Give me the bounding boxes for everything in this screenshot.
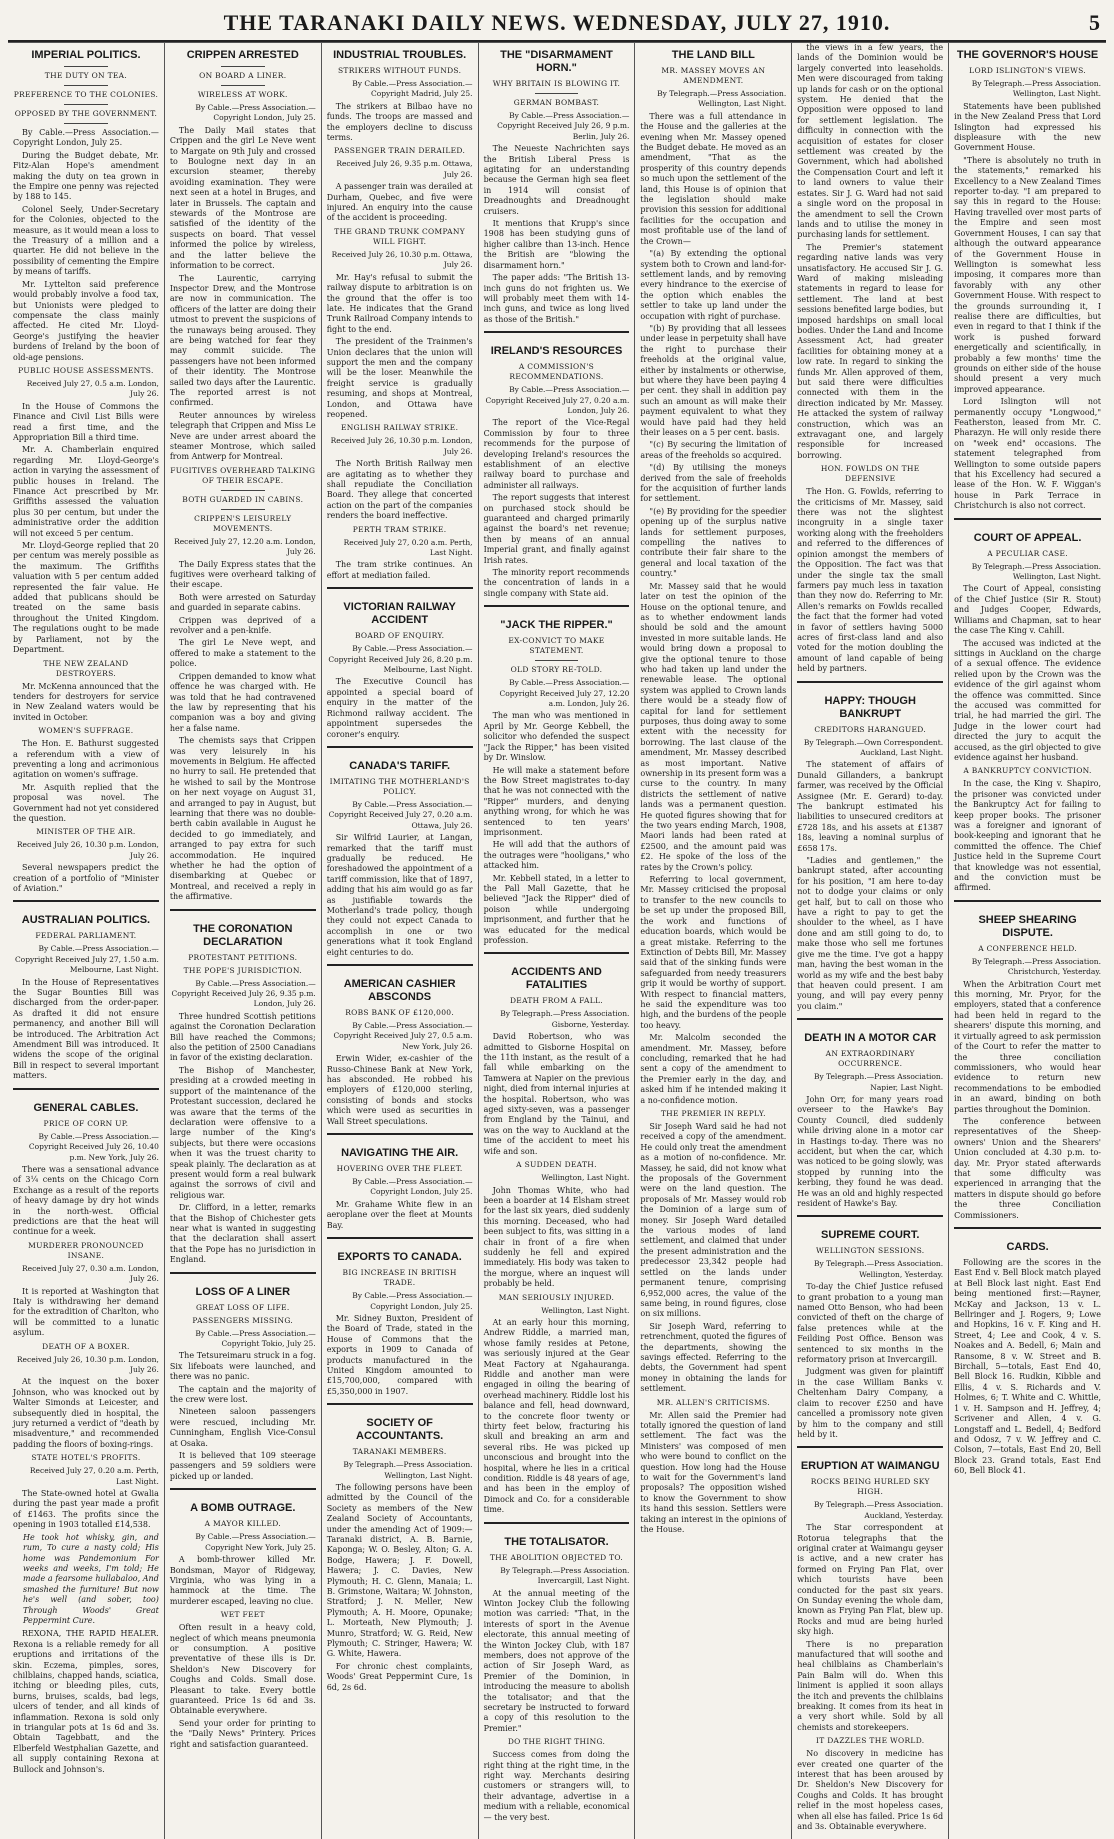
dateline: By Telegraph.—Press Association. Wellington, Last Night. <box>657 89 787 109</box>
dateline: By Telegraph.—Own Correspondent. Auckland, Last Night. <box>803 737 944 757</box>
paragraph: The North British Railway men are agitating as to whether they shall repudiate the Conciliation Board. They allege that concerted action on the part of the companies renders the board ineffective. <box>326 459 473 521</box>
subheading: FUGITIVES OVERHEARD TALKING OF THEIR ESCAPE. <box>170 465 316 485</box>
article-society-accountants <box>327 1403 473 1693</box>
column-3 <box>322 43 479 1839</box>
dateline: By Telegraph.—Press Association. Napier, Last Night. <box>813 1072 944 1092</box>
dateline: Received July 26, 10.30 p.m. London, July 26. <box>16 840 159 860</box>
dateline: Received July 27, 0.5 a.m. London, July 26. <box>26 378 159 399</box>
article-headline: DEATH IN A MOTOR CAR <box>804 1032 937 1045</box>
article-supreme-court <box>797 1215 943 1440</box>
subheading: DEATH OF A BOXER. <box>42 1341 130 1351</box>
subheading: CRIPPEN'S LEISURELY MOVEMENTS. <box>194 513 292 533</box>
article-loss-of-liner <box>170 1272 316 1483</box>
dateline: By Telegraph.—Press Association. Wellington, Yesterday. <box>813 1259 944 1279</box>
paragraph: In the House of Representatives the Sugar Bounties Bill was discharged from the order-paper. As drafted it did not ensure permanency, and another Bill will be introduced. The Arbitration Act Amendment Bill was introduced. It widens the scope of the original Bill in respect to several important matters. <box>13 977 159 1081</box>
paragraph: The statement of affairs of Dunald Gillanders, a bankrupt farmer, was received by the Official Assignee (Mr. E. Gerard) to-day. The bankrupt estimated his liabilities to unsecured creditors at £728 18s, and his assets at £1387 18s, leaving a nominal surplus of £658 17s. <box>797 760 944 853</box>
dateline: By Telegraph.—Press Association. Wellington, Last Night. <box>971 79 1101 99</box>
advert-verse: He took hot whisky, gin, and rum, To cure a nasty cold; His home was Pandemonium For weeks and weeks, I'm told; He made a fearsome hullabaloo, And smashed the furniture! But now he's well (and sober, too) Through Woods' Great Peppermint Cure. <box>23 1532 159 1625</box>
dateline: Received July 26, 9.35 p.m. Ottawa, July 26. <box>336 159 473 179</box>
subheading: THE ABOLITION OBJECTED TO. <box>489 1552 624 1562</box>
article-exports-canada <box>327 1237 473 1397</box>
dateline: By Cable.—Press Association.—Copyright Received July 27, 12.20 a.m. London, July 26. <box>499 678 630 709</box>
article-headline: EXPORTS TO CANADA. <box>337 1251 462 1264</box>
paragraph: "Ladies and gentlemen," the bankrupt stated, after accounting for his position, "I am here to-day not to dodge your claims or only get half, but to call on those who have a right to pay to get the shoulder to the wheel, as I have done and am still going to do, to make those who sell me fortunes give me the time. I've got a happy man, having the best woman in the world as my wife and the best baby that heaven could present. I am young, and will pay every penny you claim." <box>797 856 944 1011</box>
paragraph: The strikers at Bilbao have no funds. The troops are massed and the employers decline to discuss terms. <box>326 101 473 143</box>
subheading: THE POPE'S JURISDICTION. <box>183 965 302 975</box>
subheading: TARANAKI MEMBERS. <box>352 1447 447 1457</box>
paragraph: The Bishop of Manchester, presiding at a crowded meeting in support of the maintenance of the Protestant succession, declared he was aware that the terms of the declaration were offensive to a large number of the King's subjects, but there were occasions when it was the truest charity to speak plainly. The declaration as at present would form a real bulwark against the sorrows of civil and religious war. <box>169 1065 316 1200</box>
subheading: PREFERENCE TO THE COLONIES. <box>13 90 159 99</box>
dateline: By Cable.—Press Association.—Copyright New York, July 25. <box>195 1532 316 1552</box>
dateline: By Cable.—Press Association.—Copyright London, July 25. <box>195 103 316 123</box>
dateline: By Cable.—Press Association.—Copyright London, July 25. <box>352 1177 473 1197</box>
paragraph: The Star correspondent at Rotorua telegraphs that the original crater at Waimangu geyser is active, and a new crater has formed on Frying Pan Flat, over which tourists have been conducted for the past six years. On Sunday evening the whole dam, known as Frying Pan Flat, blew up. Rocks and mud are being hurled sky high. <box>797 1523 944 1637</box>
article-headline: THE CORONATION DECLARATION <box>193 922 293 948</box>
paragraph: At an early hour this morning, Andrew Riddle, a married man, whose family resides at Petone, was seriously injured at the Gear Meat Factory at Ngahauranga. Riddle and another man were engaged in oiling the bearing of overhead machinery. Riddle lost his balance and fell, head downward, to the concrete floor twenty or thirty feet below, fracturing his skull and breaking an arm and several ribs. He was picked up unconscious and brought into the hospital, where he lies in a critical condition. Riddle is 48 years of age, and has been in the employ of Dimock and Co. for a considerable time. <box>483 1317 630 1515</box>
article-canadas-tariff <box>327 746 473 958</box>
article-headline: SOCIETY OF ACCOUNTANTS. <box>356 1417 444 1443</box>
paragraph: Mr. Sidney Buxton, President of the Board of Trade, stated in the House of Commons that the exports in 1909 to Canada of products manufactured in the United Kingdom amounted to £15,700,000, compared with £5,350,000 in 1907. <box>326 1313 473 1396</box>
paragraph: The Laurentic, carrying Inspector Drew, and the Montrose are now in communication. The officers of the latter are doing their utmost to prevent the suspicions of the runaways being aroused. They are being watched for fear they may commit suicide. The passengers have not been informed of their identity. The Montrose sailed two days after the Laurentic. The reported arrest is not confirmed. <box>169 273 316 408</box>
article-totalisator <box>484 1522 630 1823</box>
paragraph: At the inquest on the boxer Johnson, who was knocked out by Walter Simonds at Leicester, and subsequently died in hospital, the jury returned a verdict of "death by misadventure," and recommended padding the floors of boxing-rings. <box>13 1377 159 1449</box>
subheading: MURDERER PRONOUNCED INSANE. <box>28 1240 144 1260</box>
column-2 <box>165 43 322 1839</box>
article-headline: THE "DISARMAMENT HORN." <box>500 49 613 74</box>
article-cards <box>954 1227 1101 1477</box>
subheading: DO THE RIGHT THING. <box>507 1737 606 1747</box>
subheading: THE DUTY ON TEA. <box>44 71 128 80</box>
subheading: MR. ALLEN'S CRITICISMS. <box>656 1397 770 1407</box>
column-4 <box>479 43 636 1839</box>
subheading: STRIKERS WITHOUT FUNDS. <box>337 66 462 75</box>
subheading: HON. FOWLDS ON THE DEFENSIVE <box>820 464 920 484</box>
subheading: PRICE OF CORN UP. <box>43 1118 129 1128</box>
paragraph: Dr. Clifford, in a letter, remarks that the Bishop of Chichester gets near what is wanted in suggesting that the declaration shall assert that the Pope has no jurisdiction in England. <box>169 1203 316 1265</box>
article-headline: ACCIDENTS AND FATALITIES <box>511 966 602 992</box>
dateline: By Cable.—Press Association.—Copyright Received July 26, 9 p.m. Berlin, July 26. <box>497 111 630 141</box>
paragraph: "(c) By securing the limitation of areas of the freeholds so acquired. <box>640 440 787 460</box>
article-headline: LOSS OF A LINER <box>195 1285 291 1298</box>
subheading: FEDERAL PARLIAMENT. <box>35 931 137 941</box>
subheading: CREDITORS HARANGUED. <box>814 724 927 734</box>
paragraph: In the case, the King v. Shapiro, the prisoner was convicted under the Bankruptcy Act for failing to keep proper books. The prisoner was a foreigner and ignorant of book-keeping and ignorant that he committed the offence. The Chief Justice held in the Supreme Court that knowledge was not essential, and the conviction must be affirmed. <box>954 779 1101 893</box>
article-headline: SUPREME COURT. <box>821 1229 920 1242</box>
article-imperial-politics <box>13 49 159 894</box>
article-eruption-waimangu <box>797 1446 943 1832</box>
paragraph: "(d) By utilising the moneys derived from the sale of freeholds for the acquisition of further lands for settlement. <box>640 463 787 504</box>
column-6 <box>792 43 949 1839</box>
paragraph: Mr. Hay's refusal to submit the railway dispute to arbitration is on the ground that the offer is too late. He indicates that the Grand Trunk Railroad Company intends to fight to the end. <box>326 272 473 334</box>
article-headline: IMPERIAL POLITICS. <box>31 49 141 61</box>
subheading: ROBS BANK OF £120,000. <box>345 1008 455 1017</box>
paragraph: The Daily Mail states that Crippen and the girl Le Neve went to Margate on 9th July and crossed to Boulogne next day in an excursion steamer, thereby avoiding examination. They were next seen at a hotel in Bruges, and later in Brussels. The captain and stewards of the Montrose are satisfied of the identity of the suspects on board. That vessel informed the police by wireless, and the latter believe the information to be correct. <box>169 125 316 271</box>
subheading: MAN SERIOUSLY INJURED. <box>498 1292 615 1302</box>
page-number: 5 <box>1089 10 1100 35</box>
article-headline: THE TOTALISATOR. <box>504 1535 609 1548</box>
masthead-title: THE TARANAKI DAILY NEWS. WEDNESDAY, JULY 27, 1910. <box>223 10 891 35</box>
paragraph: When the Arbitration Court met this morning, Mr. Pryor, for the employers, stated that a conference had been held in regard to the shearers' dispute this morning, and it virtually agreed to ask permission of the Court to refer the matter to the three conciliation commissioners, who would hear evidence to return new recommendations to be embodied in an award, binding on both parties throughout the Dominion. <box>954 979 1101 1114</box>
dateline: By Cable.—Press Association.—Copyright Received July 27, 0.5 a.m. New York, July 26. <box>333 1021 473 1051</box>
subheading: WELLINGTON SESSIONS. <box>815 1246 925 1256</box>
paragraph: Several newspapers predict the creation of a portfolio of "Minister of Aviation." <box>13 863 159 893</box>
paragraph: the views in a few years, the lands of the Dominion would be largely converted into leaseholds. Men were discouraged from taking up lands for cash or on the optional system. He denied that the Opposition were opposed to land for settlement legislation. The difficulty in connection with the acquisition of estates for closer settlement was created by the Government, which had abolished the Compensation Court and left it to land owners to value their estates. Sir J. G. Ward had not said a single word on the proposal in the amendment to sell the Crown lands and to utilise the money in purchasing lands for settlement. <box>797 43 944 240</box>
advert-rexona: REXONA, THE RAPID HEALER. Rexona is a reliable remedy for all eruptions and irritations of the skin. Eczema, pimples, sores, chilblains, chapped hands, sciatica, itching or bleeding piles, cuts, burns, bruises, scalds, bad legs, ulcers of tender, and all kinds of inflammation. Rexona is sold only in triangular pots at 1s 6d and 3s. Obtain Tagebbatt, and the Elberfeld Westphalian Gazette, and all supply containing Rexona at Bullock and Johnson's. <box>13 1629 159 1774</box>
article-headline: SHEEP SHEARING DISPUTE. <box>978 913 1077 939</box>
paragraph: Mr. Lloyd-George replied that 20 per centum was merely possible as the maximum. The Griffiths valuation with 5 per centum added represented the fair value. He added that publicans should be treated on the same basis throughout the United Kingdom. The regulations ought to be made by Parliament, not by the Department. <box>13 541 159 655</box>
subheading: THE GRAND TRUNK COMPANY WILL FIGHT. <box>334 226 465 246</box>
paragraph: It is reported at Washington that Italy is withdrawing her demand for the extradition of Charlton, who will be committed to a lunatic asylum. <box>13 1286 159 1338</box>
paragraph: Mr. McKenna announced that the tenders for destroyers for service in New Zealand waters would be invited in October. <box>13 681 159 722</box>
dateline: Wellington, Last Night. <box>541 1173 630 1183</box>
subheading: A CONFERENCE HELD. <box>978 943 1077 953</box>
subheading: WHY BRITAIN IS BLOWING IT. <box>492 79 621 88</box>
subheading: EX-CONVICT TO MAKE STATEMENT. <box>508 636 605 656</box>
article-land-bill-continued <box>797 43 943 675</box>
subheading: WOMEN'S SUFFRAGE. <box>38 726 134 736</box>
paragraph: A passenger train was derailed at Durham, Quebec, and five were injured. An enquiry into the cause of the accident is proceeding. <box>326 182 473 223</box>
subheading: PUBLIC HOUSE ASSESSMENTS. <box>18 365 154 375</box>
article-headline: THE GOVERNOR'S HOUSE <box>956 49 1099 61</box>
subheading: PASSENGERS MISSING. <box>192 1315 294 1325</box>
paragraph: The Hon. G. Fowlds, referring to the criticisms of Mr. Massey, said there was not the slightest incongruity in a single taxer working along with the freeholders and referred to the differences of opinion amongst the members of the Opposition. The fact was that under the single tax the small farmers pay much less in taxation than they now do. Referring to Mr. Allen's remarks on Fowlds recalled the fact that the former had voted in favor of settlers having 5000 acres of first-class land and also voted for the motion doubling the amount of land capable of being held by partners. <box>797 487 944 674</box>
paragraph: The accused was indicted at the sittings in Auckland on the charge of a sexual offence. The evidence relied upon by the Crown was the evidence of the girl against whom the offence was committed. Since the accused was committed for trial, he had married the girl. The Judge in the lower court had directed the jury to acquit the accused, as the girl objected to give evidence against her husband. <box>954 638 1101 762</box>
paragraph: The Hon. E. Bathurst suggested a referendum with a view of preventing a long and acrimonious agitation on women's suffrage. <box>13 739 159 780</box>
paragraph: There was a sensational advance of 3¼ cents on the Chicago Corn Exchange as a result of the reports of heavy damage by dry hot winds in the north-west. Official predictions are that the heat will continue for a week. <box>13 1164 159 1237</box>
paragraph: During the Budget debate, Mr. Fitz-Alan Hope's amendment making the duty on tea grown in the Empire one penny was rejected by 188 to 145. <box>13 150 159 202</box>
paragraph: Sir Joseph Ward said he had not received a copy of the amendment. He could only treat the amendment as a motion of no-confidence. Mr. Massey, he said, did not know what the proposals of the Government were on the land question. The proposals of Mr. Massey would rob the Dominion of a large sum of money. Sir Joseph Ward detailed the various modes of land settlement, and claimed that under the present administration and the predecessor 23,342 people had settled on the lands under permanent tenure, comprising 6,952,000 acres, the value of the same being, in round figures, close on six millions. <box>640 1122 787 1319</box>
dateline: By Cable.—Press Association.—Copyright Received July 27, 1.50 a.m. Melbourne, Last Night. <box>14 944 159 975</box>
subheading: BOTH GUARDED IN CABINS. <box>182 494 304 504</box>
paragraph: The man who was mentioned in April by Mr. George Kebbell, the solicitor who defended the suspect "Jack the Ripper," has been visited by Dr. Winslow. <box>483 711 630 763</box>
paragraph: The report suggests that interest on purchased stock should be guaranteed and charged primarily against the board's net revenue; then by means of an annual Imperial grant, and finally against Irish rates. <box>483 493 630 565</box>
article-headline: A BOMB OUTRAGE. <box>190 1502 296 1515</box>
paragraph: To-day the Chief Justice refused to grant probation to a young man named Otto Benson, who had been convicted of theft on the charge of false pretences while at the Feilding Post Office. Benson was sentenced to six months in the reformatory prison at Invercargill. <box>797 1282 944 1365</box>
dateline: By Cable.—Press Association.—Copyright Madrid, July 25. <box>352 79 473 99</box>
paragraph: There was a full attendance in the House and the galleries at the evening when Mr. Massey opened the Budget debate. He moved as an amendment, "That as the prosperity of this country depends so much upon the settlement of the land, this House is of opinion that the legislation should make provision this session for additional facilities for the occupation and most profitable use of the land of the Crown— <box>640 111 787 246</box>
article-headline: HAPPY: THOUGH BANKRUPT <box>824 694 916 720</box>
paragraph: John Thomas White, who had been a boarder at 14 Elsham street for the last six years, died suddenly this morning. Deceased, who had been subject to fits, was sitting in a chair in front of a fire when suddenly he fell and expired immediately. His body was taken to the morgue, where an inquest will probably be held. <box>483 1185 630 1289</box>
subheading: OLD STORY RE-TOLD. <box>510 665 603 675</box>
article-happy-bankrupt <box>797 681 943 1013</box>
article-land-bill <box>640 49 786 1535</box>
article-irelands-resources <box>484 331 630 599</box>
subheading: A SUDDEN DEATH. <box>516 1160 597 1170</box>
advert-paragraph: There is no preparation manufactured that will soothe and heal chilblains as Chamberlain's Pain Balm will do. When this liniment is applied it soon allays the itch and prevents the chilblains breaking. It comes from its heat in a very short while. Sold by all chemists and storekeepers. <box>797 1639 944 1732</box>
paragraph: The following persons have been admitted by the Council of the Society as members of the New Zealand Society of Accountants, under the amending Act of 1909:—Taranaki district, A. B. Barnie, Kaponga; W. O. Besley, Alton; G. A. Bodge, Hawera; J. F. Dowell, Hawera; J. C. Davies, New Plymouth; H. C. Glenn, Manaia; L. B. Grimstone, Waitara; W. Johnston, Stratford; J. N. Meller, New Plymouth; A. H. Moore, Opunake; L. Morteath, New Plymouth; J. Munro, Stratford; W. G. Reid, New Plymouth; C. Stringer, Hawera; W. G. White, Hawera. <box>326 1482 473 1659</box>
dateline: Received July 26, 10.30 p.m. London, July 26. <box>330 436 473 456</box>
article-crippen-arrested <box>170 49 316 903</box>
article-coronation-declaration <box>170 909 316 1266</box>
paragraph: It is believed that 109 steerage passengers and 59 soldiers were picked up or landed. <box>169 1451 316 1481</box>
subheading: HOVERING OVER THE FLEET. <box>336 1164 463 1174</box>
paragraph: Mr. Massey said that he would later on test the opinion of the House on the optional tenure, and as to whether endowment lands should be sold and the amount invested in more suitable lands. He would bring down a proposal to give the optional tenure to those who had taken up land under the renewable lease. The optional system was applied to Crown lands there would be a steady flow of capital for land for settlement purposes, thus doing away to some extent with the necessity for borrowing. The last clause of the amendment, Mr. Massey described as most important. Native ownership in its present form was a curse to the country. In many districts the settlement of native lands was a permanent question. He quoted figures showing that for the two years ending March, 1908, Maori lands had been rated at £2500, and the amount paid was £2. He spoke of the loss of the rates by the Crown's policy. <box>640 581 787 872</box>
paragraph: The Executive Council has appointed a special board of enquiry in the matter of the Richmond railway accident. The appointment supersedes the coroner's enquiry. <box>326 677 473 739</box>
article-victorian-railway <box>327 587 473 740</box>
paragraph: "(b) By providing that all lessees under lease in perpetuity shall have the right to purchase their freeholds at the original value, either by instalments or otherwise, but where they have been paying 4 per cent. they shall in addition pay such an amount as will make their payment equivalent to what they would have paid had they held their leases on a 5 per cent. basis. <box>640 323 787 437</box>
subheading: BIG INCREASE IN BRITISH TRADE. <box>342 1268 457 1288</box>
dateline: By Cable.—Press Association.—Copyright Received July 27, 0.20 a.m. Ottawa, July 26. <box>328 799 473 830</box>
dateline: Wellington, Last Night. <box>541 1305 630 1315</box>
subheading: THE NEW ZEALAND DESTROYERS. <box>43 658 129 678</box>
article-industrial-troubles <box>327 49 473 581</box>
subheading: MR. MASSEY MOVES AN AMENDMENT. <box>661 66 766 85</box>
paragraph: The Neueste Nachrichten says the British Liberal Press is agitating for an understanding because the German high sea fleet in 1914 will consist of Dreadnoughts and Dreadnought cruisers. <box>483 144 630 216</box>
subheading: ON BOARD A LINER. <box>199 71 287 80</box>
dateline: Received July 27, 12.20 a.m. London, July 26. <box>174 536 316 557</box>
paragraph: Mr. Allen said the Premier had totally ignored the question of land settlement. The fact was the Ministers' was composed of men who were bound to conflict on the question. How long had the House to wait for the Government's land proposals? The opposition wished to know the Government to show its hand this session. Settlers were taking an interest in the opinions of the House. <box>640 1410 787 1535</box>
paragraph: Three hundred Scottish petitions against the Coronation Declaration Bill have reached the Commons; also the petition of 2500 Canadians in favor of the existing declaration. <box>169 1011 316 1063</box>
paragraph: The report of the Vice-Regal Commission by four to three recommends for the purpose of developing Ireland's resources the establishment of an elective railway board to purchase and administer all railways. <box>483 418 630 490</box>
article-accidents-fatalities <box>484 952 630 1515</box>
paragraph: The captain and the majority of the crew were lost. <box>169 1384 316 1405</box>
article-american-cashier <box>327 964 473 1127</box>
subheading: A PECULIAR CASE. <box>987 548 1068 558</box>
subheading: WIRELESS AT WORK. <box>197 90 288 99</box>
article-navigating-air <box>327 1133 473 1231</box>
paragraph: Lord Islington will not permanently occupy "Longwood," Featherston, leased from Mr. C. Pharazyn. He will only reside there on "week end" occasions. The statement telegraphed from Wellington to some outside papers that his Excellency had secured a lease of the Hon. W. F. Wiggan's house in Park Terrace in Christchurch is also not correct. <box>954 397 1101 511</box>
paragraph: Mr. Grahame White flew in an aeroplane over the fleet at Mounts Bay. <box>326 1199 473 1230</box>
dateline: Received July 27, 0.20 a.m. Perth, Last Night. <box>343 537 473 558</box>
paragraph: "There is absolutely no truth in the statements," remarked his Excellency to a New Zealand Times reporter to-day. "I am prepared to say this in regard to the House: Having travelled over most parts of the Empire and seen most Government Houses, I can say that although the outward appearance of the Government House in Wellington is somewhat less imposing, it compares more than favorably with any other Government House. With respect to the grounds surrounding it, I realise there are difficulties, but even in regard to that I think if the work is pushed forward energetically and scientifically, in probably a few months' time the grounds on either side of the house should present a very much improved appearance. <box>954 155 1101 394</box>
paragraph: "(e) By providing for the speedier opening up of the surplus native lands for settlement purposes, compelling the natives to contribute their fair share to the general and local taxation of the country." <box>640 506 787 579</box>
article-general-cables <box>13 1088 159 1775</box>
dateline: By Cable.—Press Association.—Copyright Received July 26, 10.40 p.m. New York, July 26. <box>28 1131 159 1162</box>
dateline: By Telegraph.—Press Association. Wellington, Last Night. <box>971 561 1101 582</box>
dateline: By Cable.—Press Association.—Copyright Received July 27, 0.20 a.m. London, July 26. <box>485 385 630 415</box>
dateline: By Cable.—Press Association.—Copyright Tokio, July 25. <box>195 1328 316 1348</box>
article-disarmament-horn <box>484 49 630 325</box>
paragraph: Following are the scores in the East End v. Bell Block match played at Bell Block last night. East End being mentioned first:—Rayner, McKay and Jackson, 13 v. L. Bellringer and J. Rogers, 9; Lowe and Hopkins, 16 v. F. King and H. Street, 4; Lee and Cook, 4 v. S. Noakes and A. Bedell, 6; Main and Ransome, 8 v. W. Street and B. Birchall, 5—totals, East End 40, Bell Block 16. Rudkin, Kibble and Ellis, 4 v. S. Richards and V. Holmes, 6; T. White and C. Whittle, 1 v. H. Sampson and H. Jeffrey, 4; Scrivener and Allen, 4 v. G. Longstaff and L. Bedell, 4; Bedford and Odosz, 7 v. W. Jeffrey and C. Colson, 7—totals, East End 20, Bell Block 23. Grand totals, East End 60, Bell Block 41. <box>954 1258 1101 1476</box>
paragraph: Mr. A. Chamberlain enquired regarding Mr. Lloyd-George's action in varying the assessment of public houses in Ireland. The Finance Act prescribed by Mr. Griffiths assessed the valuation plus 30 per centum, but under the administrative order the addition will not exceed 5 per centum. <box>13 445 159 538</box>
article-bomb-outrage <box>170 1488 316 1750</box>
dateline: By Telegraph.—Press Association. Invercargill, Last Night. <box>500 1565 630 1586</box>
paragraph: The paper adds: "The British 13-inch guns do not frighten us. We will probably meet them with 14-inch guns, and twice as long lived as those of the British." <box>483 273 630 324</box>
subheading: ROCKS BEING HURLED SKY HIGH. <box>810 1477 930 1497</box>
paragraph: The chemists says that Crippen was very leisurely in his movements in Belgium. He affected no hurry to sail. He pretended that he wished to sail by the Montrose on her next voyage on August 31, and arranged to pay in August, but learning that there was no double-berth cabin available in August he decided to go immediately, and arranged to pay extra for such accommodation. He inquired whether he had the option of disembarking at Quebec or Montreal, and received a reply in the affirmative. <box>169 736 316 902</box>
paragraph: Crippen was deprived of a revolver and a pen-knife. <box>169 615 316 636</box>
dateline: By Telegraph.—Press Association. Wellington, Last Night. <box>343 1460 473 1480</box>
paragraph: David Robertson, who was admitted to Gisborne Hospital on the 11th instant, as the result of a fall while embarking on the Tamwera at Napier on the previous night, died from internal injuries at the hospital. Robertson, who was aged sixty-seven, was a passenger from England by the Tainui, and was on the way to Auckland at the time of the accident to meet his wife and son. <box>483 1032 630 1156</box>
subheading: GERMAN BOMBAST. <box>513 98 600 107</box>
masthead <box>8 6 1106 42</box>
subheading: OPPOSED BY THE GOVERNMENT. <box>14 109 158 118</box>
article-headline: VICTORIAN RAILWAY ACCIDENT <box>343 601 456 627</box>
article-headline: NAVIGATING THE AIR. <box>341 1147 459 1160</box>
paragraph: Mr. Lyttelton said preference would probably involve a food tax, but Unionists were pledged to compensate the class mainly affected. He cited Mr. Lloyd-George's justifying the heavier burdens of Ireland by the boon of old-age pensions. <box>13 279 159 362</box>
paragraph: The minority report recommends the concentration of lands in a single company with State aid. <box>483 568 630 598</box>
subheading: GREAT LOSS OF LIFE. <box>195 1302 290 1312</box>
paragraph: In the House of Commons the Finance and Civil List Bills were read a first time, and the Appropriation Bill a third time. <box>13 401 159 442</box>
subheading: PROTESTANT PETITIONS. <box>188 952 298 962</box>
article-headline: CARDS. <box>1006 1241 1049 1253</box>
paragraph: Statements have been published in the New Zealand Press that Lord Islington had expressed his displeasure with the new Government House. <box>954 101 1101 153</box>
paragraph: Nineteen saloon passengers were rescued, including Mr. Cunningham, English Vice-Consul at Osaka. <box>169 1407 316 1448</box>
paragraph: At the annual meeting of the Winton Jockey Club the following motion was carried: "That, in the interests of sport in the Avenue electorate, this annual meeting of the Winton Jockey Club, with 187 members, does not approve of the action of Sir Joseph Ward, as Premier of the Dominion, in introducing the measure to abolish the totalisator; and that the secretary be instructed to forward a copy of this resolution to the Premier." <box>483 1588 630 1733</box>
subheading: WET FEET <box>220 1610 265 1620</box>
paragraph: The conference between representatives of the Sheep-owners' Union and the Shearers' Union concluded at 4.30 p.m. to-day. Mr. Pryor stated afterwards that some difficulty was experienced in arranging that the matters in dispute should go before the three Conciliation Commissioners. <box>954 1116 1101 1220</box>
subheading: LORD ISLINGTON'S VIEWS. <box>969 66 1086 75</box>
article-australian-politics <box>13 900 159 1081</box>
advert-paragraph: Success comes from doing the right thing at the right time, in the right way. Merchants desiring customers or strangers will, to their advantage, advertise in a medium with a reliable, economical— the very best. <box>483 1750 630 1822</box>
subheading: DEATH FROM A FALL. <box>509 996 603 1006</box>
subheading: A MAYOR KILLED. <box>204 1519 281 1529</box>
paragraph: He will make a statement before the Bow Street magistrates to-day that he was not connected with the "Ripper" murders, and denying anything wrong, for which he was sentenced to ten years' imprisonment. <box>483 765 630 837</box>
paragraph: Mr. Malcolm seconded the amendment. Mr. Massey, before concluding, remarked that he had sent a copy of the amendment to the Premier early in the day, and asked him if he intended making it a no-confidence motion. <box>640 1033 787 1105</box>
paragraph: Crippen demanded to know what offence he was charged with. He was told that he had contravened the law by representing that his companion was a boy and giving her a false name. <box>169 671 316 733</box>
advert-paragraph: Often result in a heavy cold, neglect of which means pneumonia or consumption. A positive preventative of these ills is Dr. Sheldon's New Discovery for Coughs and Colds. Small dose. Pleasant to take. Every bottle guaranteed. Price 1s 6d and 3s. Obtainable everywhere. <box>169 1623 316 1716</box>
paragraph: Judgment was given for plaintiff in the case William Banks v. Cheltenham Dairy Company, a claim to recover £250 and have cancelled a promissory note given by him to the company and still held by it. <box>797 1367 944 1439</box>
dateline: By Telegraph.—Press Association. Gisborne, Yesterday. <box>500 1009 630 1029</box>
paragraph: By Cable.—Press Association.—Copyright London, July 25. <box>13 128 159 148</box>
paragraph: Colonel Seely, Under-Secretary for the Colonies, objected to the measure, as it would mean a loss to the Treasury of a million and a quarter. He did not believe in the possibility of cementing the Empire by means of tariffs. <box>13 204 159 277</box>
article-headline: GENERAL CABLES. <box>33 1101 139 1114</box>
paragraph: The president of the Trainmen's Union declares that the union will support the men and the company will be the loser. Meanwhile the freight service is gradually resuming, and shops at Montreal, London, and Ottawa have reopened. <box>326 337 473 419</box>
paragraph: The Tetsureimaru struck in a fog. Six lifeboats were launched, and there was no panic. <box>169 1351 316 1382</box>
paragraph: The Premier's statement regarding native lands was very unsatisfactory. He accused Sir J. G. Ward of making misleading statements in regard to lease for settlement. The land at best sessions benefited large bodies, but imposed hardships on small local bodies. Under the Land and Income Assessment Act, had greater facilities for obtaining money at a low rate. In regard to sinking the funds Mr. Allen approved of them, but said there were difficulties connected with them in the direction indicated by Mr. Massey. He attacked the system of railway construction, which was an extravagant one, and largely responsible for increased borrowing. <box>797 242 944 460</box>
dateline: By Telegraph.—Press Association. Christchurch, Yesterday. <box>971 956 1101 977</box>
article-governors-house <box>954 49 1101 512</box>
advert-paragraph: For chronic chest complaints, Woods' Great Peppermint Cure, 1s 6d, 2s 6d. <box>326 1661 473 1692</box>
column-7 <box>949 43 1106 1839</box>
subheading: PASSENGER TRAIN DERAILED. <box>334 146 466 156</box>
columns <box>8 42 1106 1832</box>
dateline: By Cable.—Press Association.—Copyright Received July 26, 8.20 p.m. Melbourne, Last Night. <box>328 644 473 675</box>
paragraph: It mentions that Krupp's since 1908 has been studying guns of higher calibre than 13-inch. Hence the British are "blowing the disarmament horn." <box>483 219 630 270</box>
dateline: By Telegraph.—Press Association. Auckland, Yesterday. <box>813 1500 944 1520</box>
article-headline: CANADA'S TARIFF. <box>349 759 451 772</box>
paragraph: Erwin Wider, ex-cashier of the Russo-Chinese Bank at New York, has absconded. He robbed his employers of £120,000 sterling, consisting of bonds and stocks which were used as securities in Wall Street speculations. <box>326 1054 473 1126</box>
paragraph: The Court of Appeal, consisting of the Chief Justice (Sir R. Stout) and Judges Cooper, Edwards, Williams and Chapman, sat to hear the case The King v. Cahill. <box>954 584 1101 636</box>
paragraph: John Orr, for many years road overseer to the Hawke's Bay County Council, died suddenly while driving alone in a motor car in Hastings to-day. There was no accident, but when the car, which was noticed to be going slowly, was stopped by running into the kerbing, they found he was dead. He was an old and highly respected resident of Hawke's Bay. <box>797 1094 944 1208</box>
subheading: MINISTER OF THE AIR. <box>36 827 136 837</box>
article-headline: THE LAND BILL <box>671 49 755 61</box>
article-headline: AUSTRALIAN POLITICS. <box>21 914 151 927</box>
paragraph: The girl Le Neve wept, and offered to make a statement to the police. <box>169 638 316 669</box>
column-1 <box>8 43 165 1839</box>
article-headline: AMERICAN CASHIER ABSCONDS <box>343 978 456 1003</box>
paragraph: "(a) By extending the optional system both to Crown and land-for-settlement lands, and by removing every hindrance to the exercise of the option which enables the settler to take up land under the occupation with right of purchase. <box>640 249 787 321</box>
paragraph: The State-owned hotel at Gwalia during the past year made a profit of £1463. The profits since the opening in 1903 totalled £14,538. <box>13 1489 159 1530</box>
subheading: BOARD OF ENQUIRY. <box>354 631 445 641</box>
paragraph: A bomb-thrower killed Mr. Bondsman, Mayor of Ridgeway, Virginia, who was lying in a hammock at the time. The murderer escaped, leaving no clue. <box>169 1555 316 1606</box>
subheading: AN EXTRAORDINARY OCCURRENCE. <box>825 1049 915 1069</box>
advert-paragraph: Send your order for printing to the "Daily News" Printery. Prices right and satisfaction guaranteed. <box>169 1718 316 1749</box>
dateline: Received July 27, 0.20 a.m. Perth, Last Night. <box>29 1466 159 1486</box>
paragraph: Both were arrested on Saturday and guarded in separate cabins. <box>169 592 316 613</box>
subheading: A COMMISSION'S RECOMMENDATIONS. <box>509 362 604 382</box>
subheading: IMITATING THE MOTHERLAND'S POLICY. <box>329 776 470 796</box>
article-headline: COURT OF APPEAL. <box>973 531 1082 544</box>
paragraph: Mr. Asquith replied that the proposal was novel. The Government had not yet considered the question. <box>13 782 159 823</box>
article-sheep-shearing <box>954 900 1101 1221</box>
column-5 <box>635 43 792 1839</box>
subheading: PERTH TRAM STRIKE. <box>352 524 447 534</box>
article-death-motor-car <box>797 1018 943 1209</box>
paragraph: Referring to local government, Mr. Massey criticised the proposal to transfer to the new councils to be set up under the proposed Bill, the work and functions of education boards, which would be a great mistake. Referring to the Extinction of Debts Bill, Mr. Massey said that of the sinking funds were safeguarded from needy treasurers grip it would be worthy of support. With respect to financial matters, he said the expenditure was too high, and the burdens of the people too heavy. <box>640 875 787 1030</box>
dateline: Received July 27, 0.30 a.m. London, July 26. <box>22 1263 159 1284</box>
dateline: Received July 26, 10.30 p.m. London, July 26. <box>16 1354 159 1374</box>
paragraph: The tram strike continues. An effort at mediation failed. <box>326 560 473 580</box>
article-headline: INDUSTRIAL TROUBLES. <box>333 49 467 61</box>
subheading: IT DAZZLES THE WORLD. <box>815 1736 925 1746</box>
article-headline: ERUPTION AT WAIMANGU <box>800 1460 940 1473</box>
article-headline: CRIPPEN ARRESTED <box>186 49 299 61</box>
article-headline: "JACK THE RIPPER." <box>500 619 613 632</box>
article-jack-the-ripper <box>484 605 630 946</box>
paragraph: He will add that the authors of the outrages were "hooligans," who attacked him. <box>483 840 630 871</box>
dateline: By Cable.—Press Association.—Copyright Received July 26, 9.35 p.m. London, July 26. <box>171 978 316 1009</box>
subheading: STATE HOTEL'S PROFITS. <box>31 1453 141 1463</box>
paragraph: Sir Joseph Ward, referring to retrenchment, quoted the figures of the departments, showing the savings effected. Referring to the debts, the Government had spent money in obtaining the lands for settlement. <box>640 1321 787 1394</box>
paragraph: Reuter announces by wireless telegraph that Crippen and Miss Le Neve are under arrest aboard the steamer Montrose, which sailed from Antwerp for Montreal. <box>169 410 316 462</box>
advert-paragraph: No discovery in medicine has ever created one quarter of the interest that has been aroused by Dr. Sheldon's New Discovery for Coughs and Colds. It has brought relief in the most hopeless cases, when all else has failed. Price 1s 6d and 3s. Obtainable everywhere. <box>797 1749 944 1832</box>
subheading: ENGLISH RAILWAY STRIKE. <box>340 423 459 433</box>
paragraph: Sir Wilfrid Laurier, at Langan, remarked that the tariff must gradually be reduced. He foreshadowed the appointment of a tariff commission, like that of 1897, adding that his aim would go as far as justifiable towards the Motherland's trade policy, though they could not expect Canada to accomplish in one or two generations what it took England eight centuries to do. <box>326 833 473 957</box>
dateline: Received July 26, 10.30 p.m. Ottawa, July 26. <box>331 249 473 270</box>
dateline: By Cable.—Press Association.—Copyright London, July 25. <box>352 1291 473 1311</box>
paragraph: The Daily Express states that the fugitives were overheard talking of their escape. <box>169 559 316 590</box>
subheading: A BANKRUPTCY CONVICTION. <box>963 766 1092 776</box>
article-court-of-appeal <box>954 518 1101 894</box>
paragraph: Mr. Kebbell stated, in a letter to the Pall Mall Gazette, that he believed "Jack the Ripper" died of poison while undergoing imprisonment, and further that he was educated for the medical profession. <box>483 873 630 945</box>
subheading: THE PREMIER IN REPLY. <box>660 1109 766 1118</box>
article-headline: IRELAND'S RESOURCES <box>490 345 623 358</box>
